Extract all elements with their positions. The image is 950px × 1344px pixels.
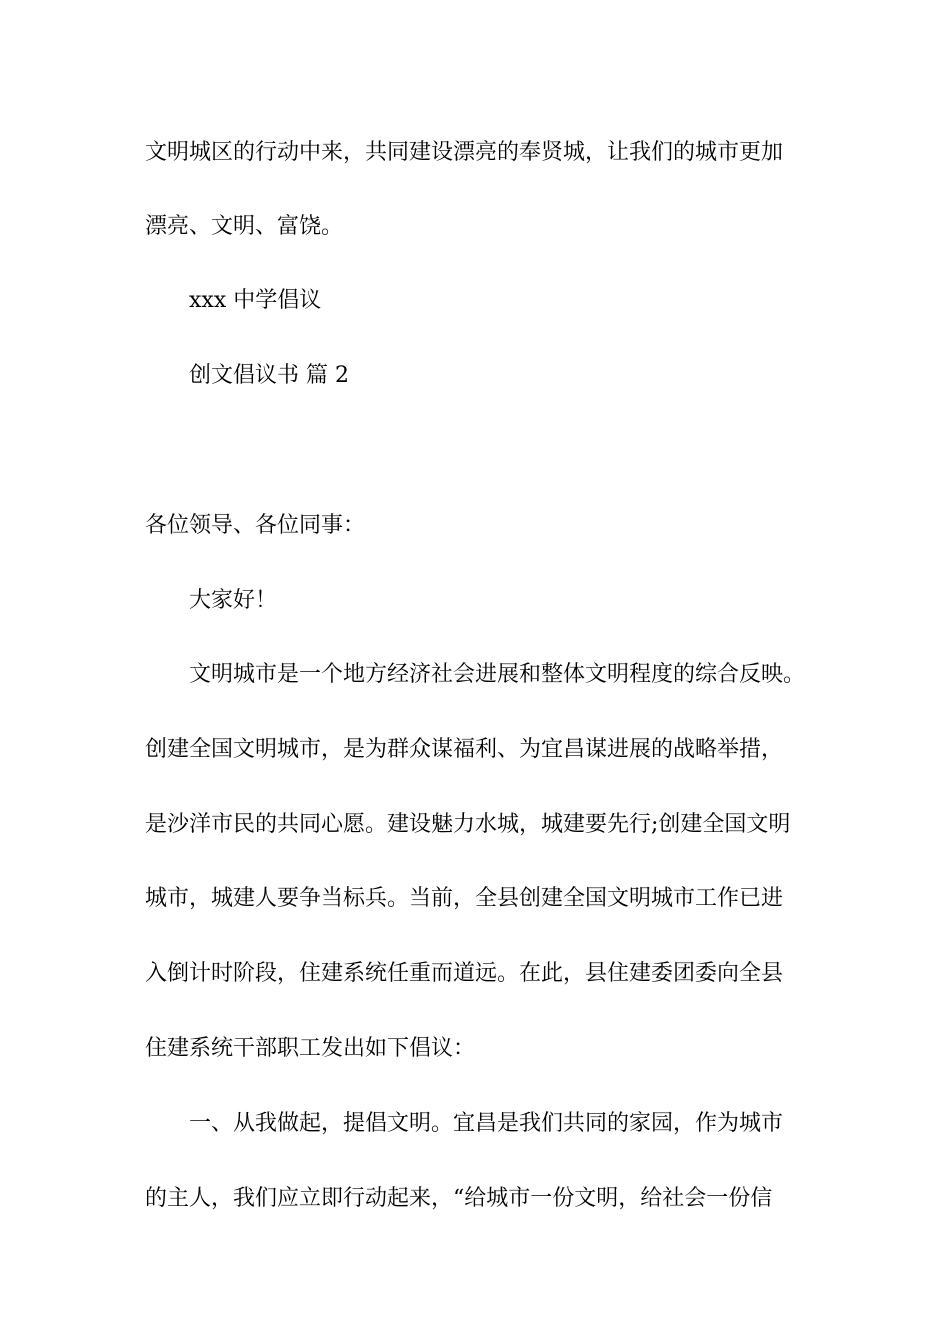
body-paragraph-line: 文明城市是一个地方经济社会进展和整体文明程度的综合反映。 [189, 662, 806, 687]
body-paragraph-line: 是沙洋市民的共同心愿。建设魅力水城，城建要先行;创建全国文明 [145, 812, 791, 837]
proposal-paragraph-line: 的主人，我们应立即行动起来，“给城市一份文明，给社会一份信 [145, 1186, 773, 1211]
body-paragraph-line: 创建全国文明城市，是为群众谋福利、为宜昌谋进展的战略举措， [145, 737, 784, 762]
paragraph-continuation-line-1: 文明城区的行动中来，共同建设漂亮的奉贤城，让我们的城市更加 [145, 140, 784, 165]
body-paragraph-line: 住建系统干部职工发出如下倡议： [145, 1036, 476, 1061]
body-paragraph-line: 城市，城建人要争当标兵。当前，全县创建全国文明城市工作已进 [145, 886, 784, 911]
salutation: 各位领导、各位同事： [145, 513, 366, 538]
paragraph-continuation-line-2: 漂亮、文明、富饶。 [145, 214, 344, 239]
greeting: 大家好！ [189, 588, 278, 613]
section-heading: 创文倡议书 篇 2 [189, 363, 349, 388]
proposal-paragraph-line: 一、从我做起，提倡文明。宜昌是我们共同的家园，作为城市 [189, 1111, 784, 1136]
signature-line: xxx 中学倡议 [189, 288, 322, 313]
body-paragraph-line: 入倒计时阶段，住建系统任重而道远。在此，县住建委团委向全县 [145, 961, 784, 986]
